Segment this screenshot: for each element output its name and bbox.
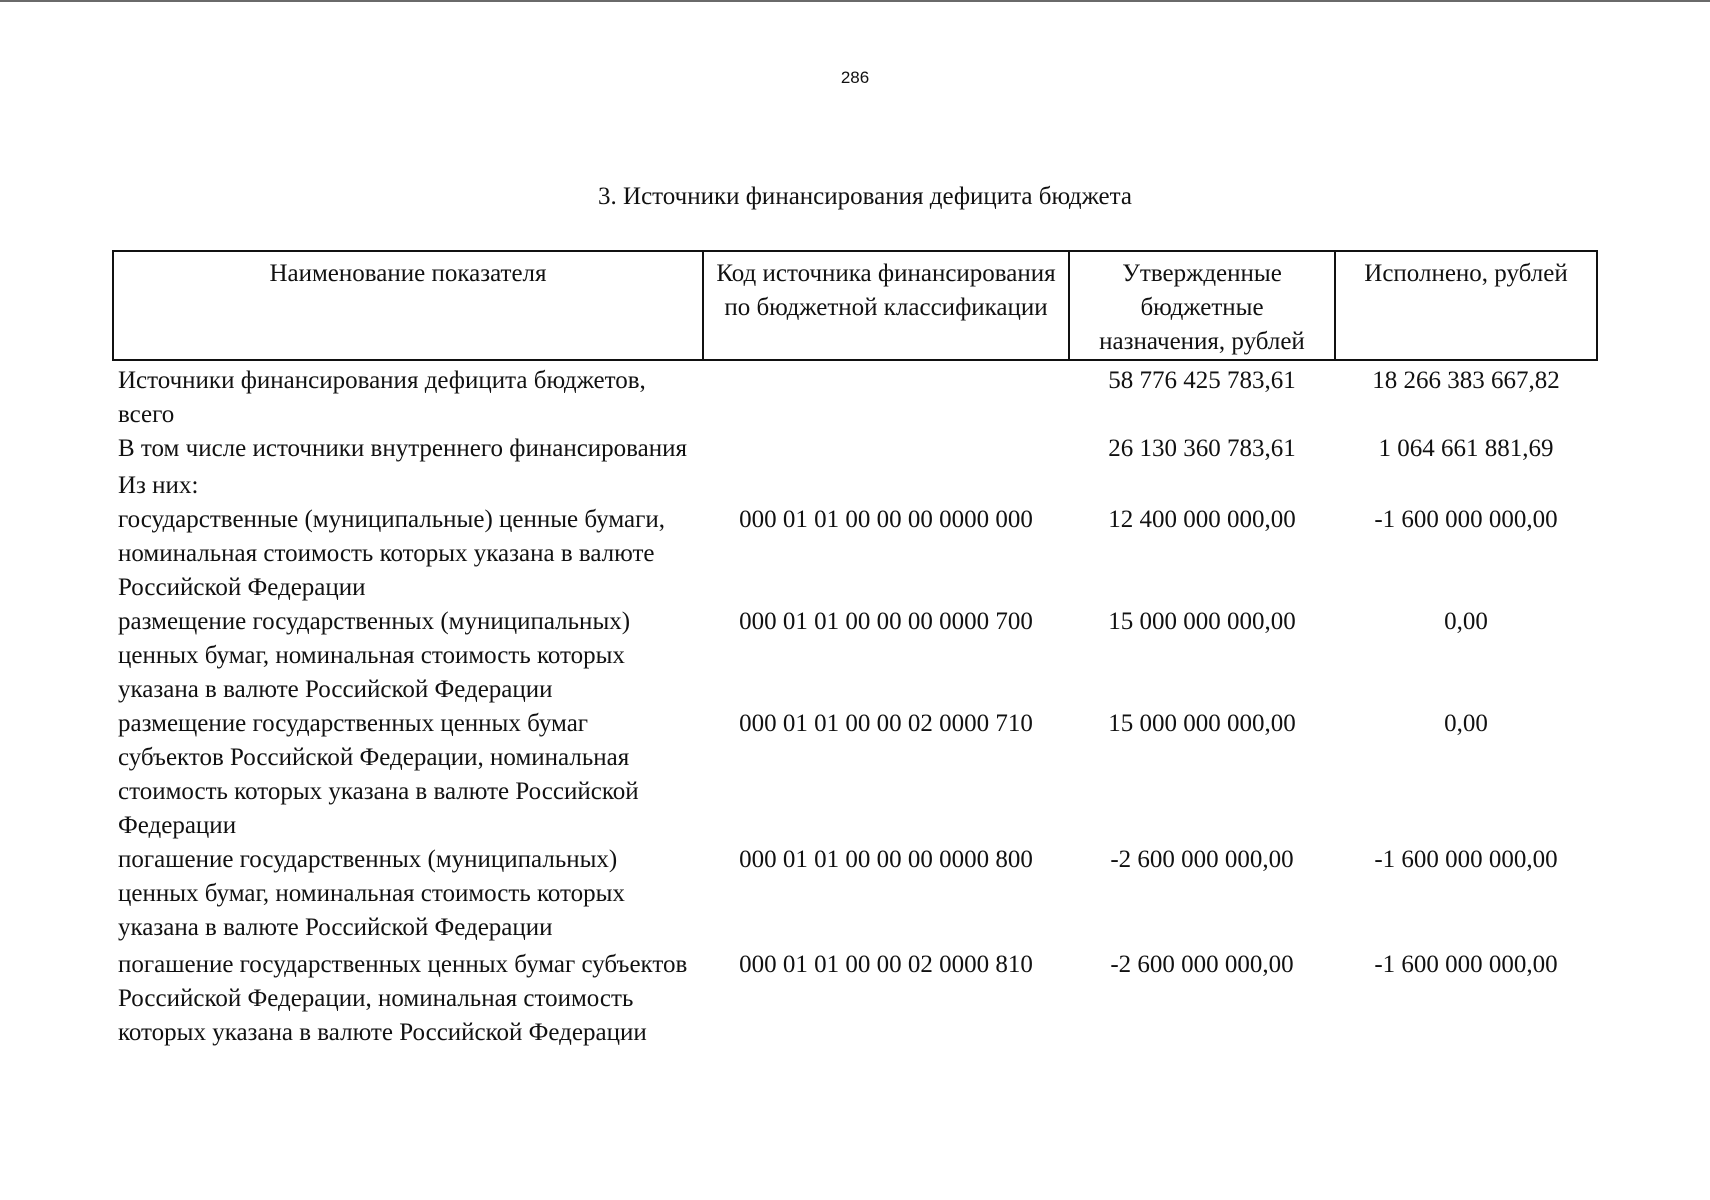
row-executed-amount: 0,00 <box>1444 608 1488 635</box>
row-source-code <box>703 432 1069 469</box>
table-body <box>113 360 1597 1050</box>
row-indicator-name: погашение государственных (муниципальных) ценных бумаг, номинальная стоимость которых указана в валюте Российской Федерации <box>118 846 625 941</box>
header-row <box>113 251 1597 360</box>
table-row <box>113 605 1597 707</box>
row-indicator-name: В том числе источники внутреннего финансирования <box>118 435 687 462</box>
row-executed-amount: 18 266 383 667,82 <box>1372 367 1560 394</box>
row-source-code: 000 01 01 00 00 00 0000 000 <box>739 506 1033 533</box>
row-indicator-name: погашение государственных ценных бумаг субъектов Российской Федерации, номинальная стоимость которых указана в валюте Российской Федерации <box>118 951 688 1046</box>
row-indicator-name: государственные (муниципальные) ценные бумаги, номинальная стоимость которых указана в валюте Российской Федерации <box>118 506 665 601</box>
row-indicator-name: размещение государственных ценных бумаг субъектов Российской Федерации, номинальная стоимость которых указана в валюте Российской Федерации <box>118 710 639 839</box>
row-source-code: 000 01 01 00 00 00 0000 800 <box>739 846 1033 873</box>
row-indicator-name: размещение государственных (муниципальных) ценных бумаг, номинальная стоимость которых указана в валюте Российской Федерации <box>118 608 631 703</box>
row-executed-amount <box>1335 469 1597 503</box>
row-executed-amount: 0,00 <box>1444 710 1488 737</box>
table-row <box>113 432 1597 469</box>
row-executed-amount: 1 064 661 881,69 <box>1378 435 1554 462</box>
row-approved-amount: 58 776 425 783,61 <box>1108 367 1296 394</box>
scan-edge-line <box>0 0 1710 2</box>
table-row <box>113 707 1597 843</box>
table-header <box>113 251 1597 360</box>
table-row <box>113 503 1597 605</box>
row-executed-amount: -1 600 000 000,00 <box>1374 506 1558 533</box>
table-row <box>113 948 1597 1050</box>
table-row <box>113 843 1597 948</box>
table-row <box>113 360 1597 432</box>
row-executed-amount: -1 600 000 000,00 <box>1374 951 1558 978</box>
row-approved-amount <box>1069 469 1335 503</box>
section-title: 3. Источники финансирования дефицита бюджета <box>598 183 1132 210</box>
page-number: 286 <box>840 68 870 87</box>
row-approved-amount: 12 400 000 000,00 <box>1108 506 1296 533</box>
row-indicator-name: Источники финансирования дефицита бюджетов, всего <box>118 367 646 428</box>
header-source-code: Код источника финансирования по бюджетной классификации <box>703 251 1069 360</box>
row-source-code: 000 01 01 00 00 00 0000 700 <box>739 608 1033 635</box>
header-approved-amount: Утвержденные бюджетные назначения, рублей <box>1069 251 1335 360</box>
row-source-code <box>703 360 1069 432</box>
row-approved-amount: -2 600 000 000,00 <box>1110 846 1294 873</box>
header-indicator-name: Наименование показателя <box>113 251 703 360</box>
row-executed-amount: -1 600 000 000,00 <box>1374 846 1558 873</box>
row-source-code <box>703 469 1069 503</box>
deficit-financing-table <box>112 250 1598 1050</box>
row-approved-amount: -2 600 000 000,00 <box>1110 951 1294 978</box>
row-source-code: 000 01 01 00 00 02 0000 810 <box>739 951 1033 978</box>
row-approved-amount: 15 000 000 000,00 <box>1108 608 1296 635</box>
row-approved-amount: 26 130 360 783,61 <box>1108 435 1296 462</box>
header-executed-amount: Исполнено, рублей <box>1335 251 1597 360</box>
row-indicator-name: Из них: <box>118 472 199 499</box>
row-source-code: 000 01 01 00 00 02 0000 710 <box>739 710 1033 737</box>
row-approved-amount: 15 000 000 000,00 <box>1108 710 1296 737</box>
table-row <box>113 469 1597 503</box>
